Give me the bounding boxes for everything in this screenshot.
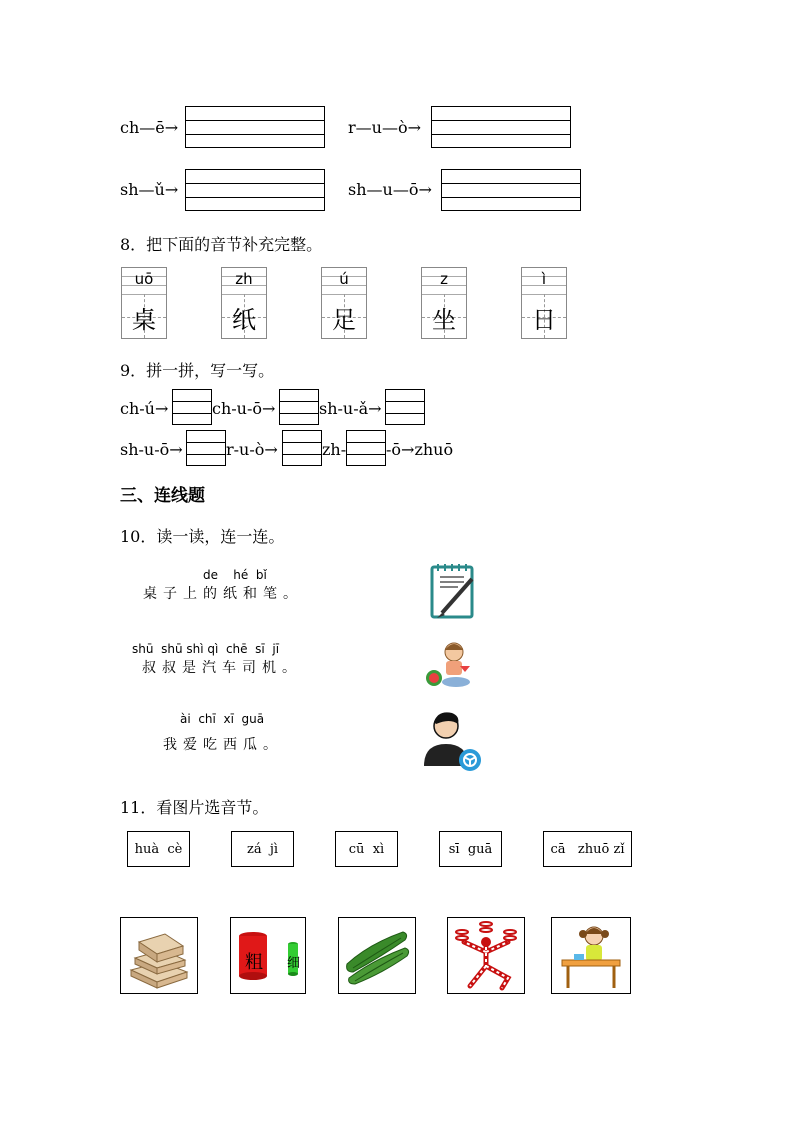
thick-label: 粗 bbox=[245, 952, 263, 973]
writing-box[interactable] bbox=[385, 389, 425, 425]
pinyin-cell-character: 桌 bbox=[132, 306, 156, 334]
books-icon bbox=[121, 918, 197, 993]
pinyin-option[interactable]: huà cè bbox=[127, 831, 190, 867]
girl-wiping-table-icon bbox=[552, 918, 630, 993]
writing-box[interactable] bbox=[346, 430, 386, 466]
loofah-icon bbox=[339, 918, 415, 993]
question-8-title: 8．把下面的音节补充完整。 bbox=[120, 235, 323, 254]
writing-box[interactable] bbox=[279, 389, 319, 425]
syllable-prompt: sh—ǔ→ bbox=[120, 180, 179, 199]
notebook-pen-icon[interactable] bbox=[428, 561, 478, 619]
syllable-prompt: sh-u-ō→ bbox=[120, 440, 183, 459]
syllable-prompt: r—u—ò→ bbox=[348, 118, 421, 137]
pinyin-cell[interactable] bbox=[421, 267, 467, 339]
pinyin-cell-syllable: zh bbox=[235, 270, 253, 288]
picture-box[interactable] bbox=[120, 917, 198, 994]
syllable-prompt: -ō→zhuō bbox=[386, 440, 454, 459]
writing-box[interactable] bbox=[282, 430, 322, 466]
boy-watermelon-icon[interactable] bbox=[424, 640, 476, 690]
sentence-pinyin: ài chī xī guā bbox=[180, 712, 265, 726]
pinyin-option[interactable]: sī guā bbox=[439, 831, 502, 867]
writing-box[interactable] bbox=[431, 106, 571, 148]
pinyin-cell-syllable: ì bbox=[541, 270, 547, 288]
pinyin-option[interactable]: cū xì bbox=[335, 831, 398, 867]
section-heading: 三、连线题 bbox=[120, 486, 205, 506]
writing-box[interactable] bbox=[186, 430, 226, 466]
sentence-text: 我爱吃西瓜。 bbox=[163, 737, 283, 753]
syllable-prompt: ch—ē→ bbox=[120, 118, 179, 137]
syllable-prompt: ch-u-ō→ bbox=[212, 399, 276, 418]
pinyin-cell-character: 坐 bbox=[432, 306, 456, 334]
picture-box[interactable] bbox=[447, 917, 525, 994]
pinyin-cell-syllable: z bbox=[440, 270, 448, 288]
sentence-pinyin: shū shū shì qì chē sī jī bbox=[132, 642, 280, 656]
writing-box[interactable] bbox=[185, 169, 325, 211]
syllable-prompt: sh—u—ō→ bbox=[348, 180, 432, 199]
writing-box[interactable] bbox=[172, 389, 212, 425]
driver-wheel-icon[interactable] bbox=[424, 710, 484, 772]
pinyin-cell-character: 纸 bbox=[232, 306, 256, 334]
sentence-text: 桌子上的纸和笔。 bbox=[143, 586, 303, 602]
acrobat-icon bbox=[448, 918, 524, 993]
question-9-title: 9．拼一拼，写一写。 bbox=[120, 361, 275, 380]
writing-box[interactable] bbox=[185, 106, 325, 148]
pinyin-cell[interactable] bbox=[521, 267, 567, 339]
syllable-prompt: sh-u-ǎ→ bbox=[319, 399, 382, 418]
syllable-prompt: zh- bbox=[322, 440, 347, 459]
pinyin-cell[interactable] bbox=[321, 267, 367, 339]
pinyin-cell[interactable] bbox=[221, 267, 267, 339]
pinyin-option[interactable]: cā zhuō zǐ bbox=[543, 831, 632, 867]
syllable-prompt: r-u-ò→ bbox=[226, 440, 278, 459]
syllable-prompt: ch-ú→ bbox=[120, 399, 169, 418]
pinyin-option[interactable]: zá jì bbox=[231, 831, 294, 867]
picture-box[interactable] bbox=[338, 917, 416, 994]
pinyin-cell-character: 日 bbox=[532, 306, 556, 334]
picture-box[interactable] bbox=[551, 917, 631, 994]
sentence-text: 叔叔是汽车司机。 bbox=[142, 660, 302, 676]
question-11-title: 11．看图片选音节。 bbox=[120, 798, 269, 817]
pinyin-cell[interactable] bbox=[121, 267, 167, 339]
sentence-pinyin: de hé bǐ bbox=[203, 568, 267, 582]
pinyin-cell-syllable: ú bbox=[339, 270, 349, 288]
picture-box[interactable] bbox=[230, 917, 306, 994]
pinyin-cell-character: 足 bbox=[332, 306, 356, 334]
thin-label: 细 bbox=[287, 956, 301, 971]
question-10-title: 10．读一读，连一连。 bbox=[120, 527, 285, 546]
pinyin-cell-syllable: uō bbox=[134, 270, 154, 288]
writing-box[interactable] bbox=[441, 169, 581, 211]
